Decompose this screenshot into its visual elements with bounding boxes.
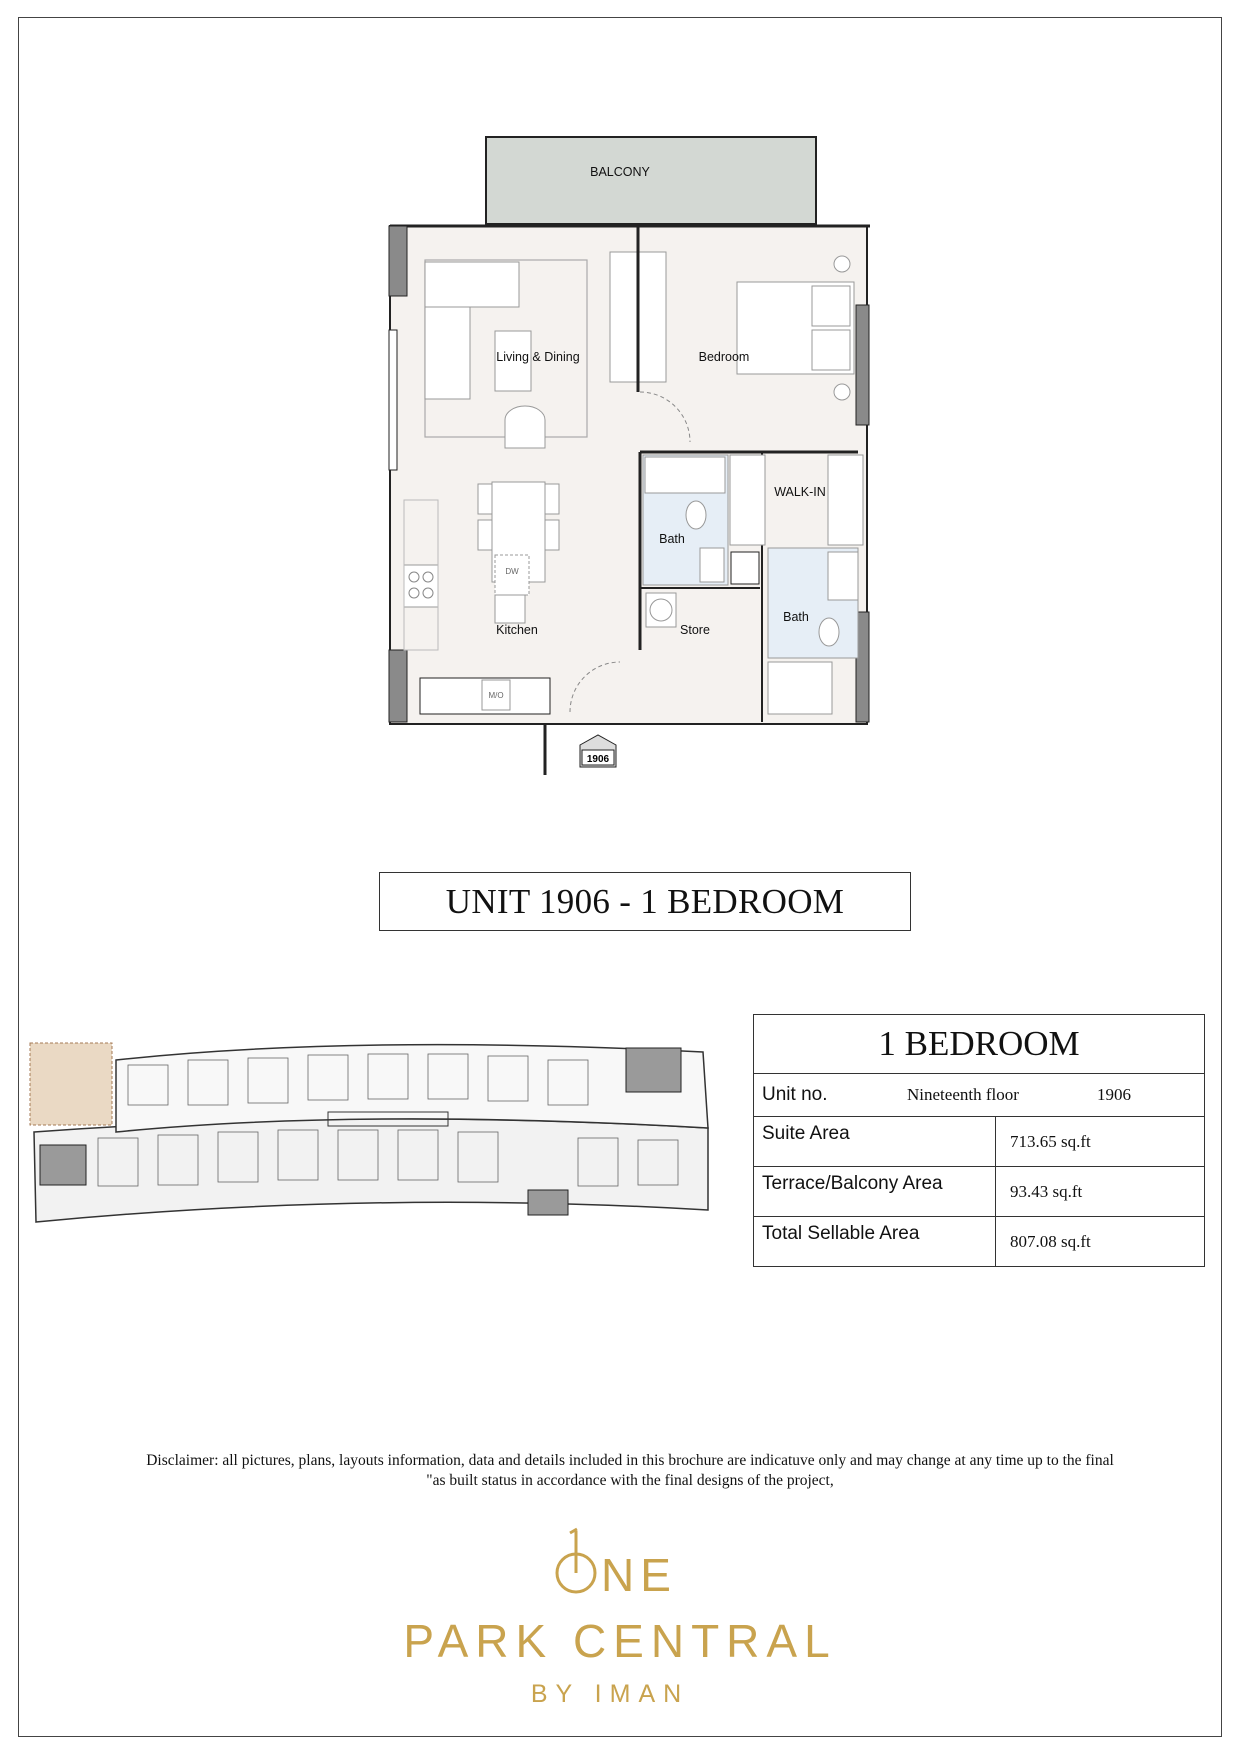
table-row (754, 1217, 1205, 1267)
disclaimer-line-2: "as built status in accordance with the final designs of the project, (426, 1472, 834, 1489)
unit-floor-plan (370, 125, 890, 785)
balcony-area (486, 137, 816, 224)
living-dining-label: Living & Dining (496, 350, 580, 364)
logo-line-3: BY IMAN (530, 1680, 690, 1705)
one-park-central-logo (370, 1525, 870, 1705)
bedroom-label: Bedroom (698, 350, 750, 364)
unit-no-row (754, 1074, 1205, 1117)
wall-column (389, 226, 407, 296)
unit-tag-label: 1906 (586, 754, 610, 765)
bath-2-label: Bath (783, 610, 809, 624)
key-plan (28, 1040, 728, 1230)
balcony-area-label: Terrace/Balcony Area (754, 1167, 996, 1217)
logo-line-1: NE (601, 1549, 677, 1601)
total-area-value: 807.08 sq.ft (996, 1217, 1205, 1267)
highlighted-unit (30, 1043, 112, 1125)
dishwasher-label: DW (505, 567, 519, 576)
table-row (754, 1117, 1205, 1167)
table-heading: 1 BEDROOM (754, 1015, 1205, 1074)
total-area-label: Total Sellable Area (754, 1217, 996, 1267)
suite-area-label: Suite Area (754, 1117, 996, 1167)
store-label: Store (680, 623, 710, 637)
wall-column (856, 305, 869, 425)
cooktop (404, 565, 438, 607)
logo-line-2: PARK CENTRAL (403, 1615, 837, 1667)
wall-column (389, 650, 407, 722)
unit-no-label: Unit no. (762, 1084, 828, 1105)
bath-1-label: Bath (659, 532, 685, 546)
floor-value: Nineteenth floor (907, 1085, 1019, 1104)
unit-no-value: 1906 (1097, 1085, 1131, 1104)
table-row (754, 1167, 1205, 1217)
kitchen-label: Kitchen (496, 623, 538, 637)
disclaimer (60, 1451, 1200, 1491)
sofa (425, 262, 519, 307)
balcony-area-value: 93.43 sq.ft (996, 1167, 1205, 1217)
suite-area-value: 713.65 sq.ft (996, 1117, 1205, 1167)
balcony-label: BALCONY (590, 165, 650, 179)
unit-info-table (753, 1014, 1205, 1267)
unit-title: UNIT 1906 - 1 BEDROOM (379, 872, 911, 931)
disclaimer-line-1: Disclaimer: all pictures, plans, layouts information, data and details included in this brochure are indicatuve only and may change at any time up to the final (146, 1452, 1114, 1469)
walk-in-label: WALK-IN (774, 485, 826, 499)
microwave-label: M/O (488, 691, 504, 700)
